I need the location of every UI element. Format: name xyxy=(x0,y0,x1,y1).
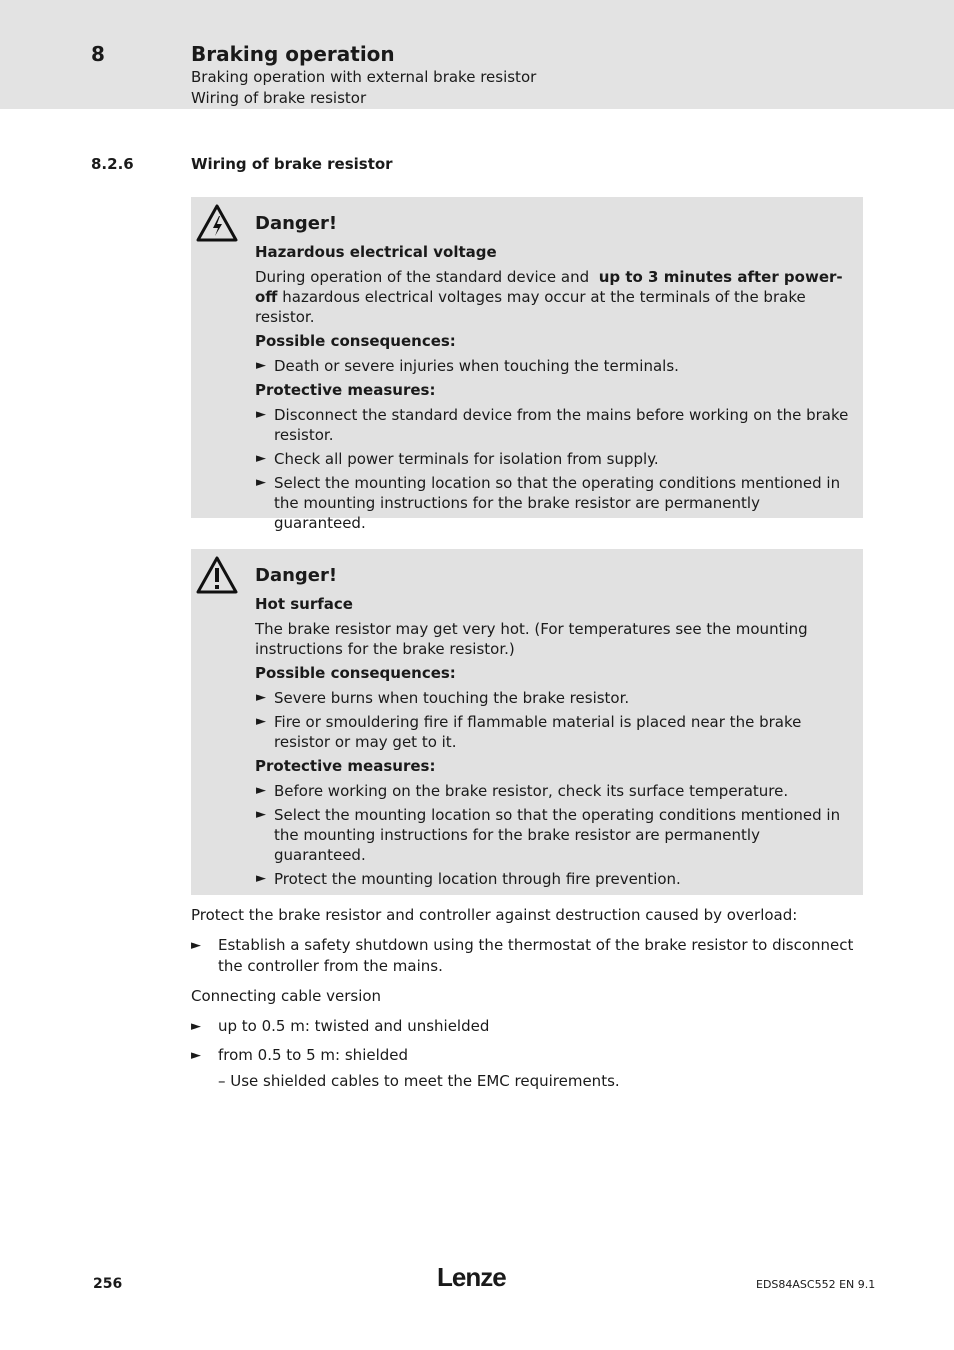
bullet-arrow-icon: ► xyxy=(191,938,201,953)
chapter-title: Braking operation xyxy=(191,42,395,66)
bullet-arrow-icon: ► xyxy=(191,1019,201,1034)
danger-box-hot-surface xyxy=(191,549,863,895)
danger-box-electrical xyxy=(191,197,863,532)
bullet-arrow-icon: ► xyxy=(256,690,266,705)
hazard-description: During operation of the standard device and up to 3 minutes after power-off hazardous electrical voltages may occur at the terminals of the brake resistor. xyxy=(255,268,843,326)
bullet-arrow-icon: ► xyxy=(256,871,266,886)
measures-label: Protective measures: xyxy=(255,381,436,399)
page-number: 256 xyxy=(93,1276,123,1292)
bullet-arrow-icon: ► xyxy=(256,451,266,466)
bullet-arrow-icon: ► xyxy=(256,783,266,798)
measures-label: Protective measures: xyxy=(255,757,436,775)
list-item: ► Disconnect the standard device from the mains before working on the brake resistor. xyxy=(256,406,849,444)
list-item: ► Select the mounting location so that the operating conditions mentioned in the mounting instructions for the brake resistor are permanently guaranteed. xyxy=(256,474,841,532)
list-item: ► Establish a safety shutdown using the thermostat of the brake resistor to disconnect the controller from the mains. xyxy=(191,936,854,975)
cable-version-intro: Connecting cable version xyxy=(191,987,382,1005)
hazard-subtitle: Hot surface xyxy=(255,595,353,613)
bullet-arrow-icon: ► xyxy=(256,807,266,822)
danger-title: Danger! xyxy=(255,213,338,234)
chapter-number: 8 xyxy=(91,42,105,66)
list-item: ► Protect the mounting location through fire prevention. xyxy=(256,870,681,888)
list-item: ► Severe burns when touching the brake resistor. xyxy=(256,689,630,707)
lenze-logo: Lenze xyxy=(437,1262,506,1292)
consequences-label: Possible consequences: xyxy=(255,664,456,682)
hazard-description: The brake resistor may get very hot. (For temperatures see the mounting instructions for the brake resistor.) xyxy=(255,620,808,658)
consequences-label: Possible consequences: xyxy=(255,332,456,350)
bullet-arrow-icon: ► xyxy=(191,1048,201,1063)
list-item: ► Select the mounting location so that the operating conditions mentioned in the mounting instructions for the brake resistor are permanently guaranteed. xyxy=(256,806,841,864)
section-number: 8.2.6 xyxy=(91,155,134,173)
list-item: ► up to 0.5 m: twisted and unshielded xyxy=(191,1017,490,1035)
overload-protection-list xyxy=(191,935,871,977)
danger-title: Danger! xyxy=(255,565,338,586)
document-id: EDS84ASC552 EN 9.1 xyxy=(756,1278,876,1291)
section-title: Wiring of brake resistor xyxy=(191,155,393,173)
list-item: ► Fire or smouldering fire if flammable material is placed near the brake resistor or may get to it. xyxy=(256,713,802,751)
breadcrumb-section: Braking operation with external brake resistor xyxy=(191,68,537,86)
hazard-subtitle: Hazardous electrical voltage xyxy=(255,243,497,261)
cable-version-list xyxy=(191,1016,871,1092)
overload-protection-intro: Protect the brake resistor and controller against destruction caused by overload: xyxy=(191,906,798,924)
bullet-arrow-icon: ► xyxy=(256,475,266,490)
list-item: ► Before working on the brake resistor, check its surface temperature. xyxy=(256,782,789,800)
electric-hazard-icon xyxy=(196,204,238,242)
bullet-arrow-icon: ► xyxy=(256,358,266,373)
list-item: ► from 0.5 to 5 m: shielded xyxy=(191,1046,409,1064)
general-warning-icon xyxy=(196,556,238,594)
list-item: ► Death or severe injuries when touching the terminals. xyxy=(256,357,679,375)
breadcrumb-subsection: Wiring of brake resistor xyxy=(191,89,367,107)
bullet-arrow-icon: ► xyxy=(256,407,266,422)
cable-note: – Use shielded cables to meet the EMC requirements. xyxy=(218,1072,620,1090)
page-header-band xyxy=(0,0,954,109)
list-item: ► Check all power terminals for isolation from supply. xyxy=(256,450,659,468)
bullet-arrow-icon: ► xyxy=(256,714,266,729)
